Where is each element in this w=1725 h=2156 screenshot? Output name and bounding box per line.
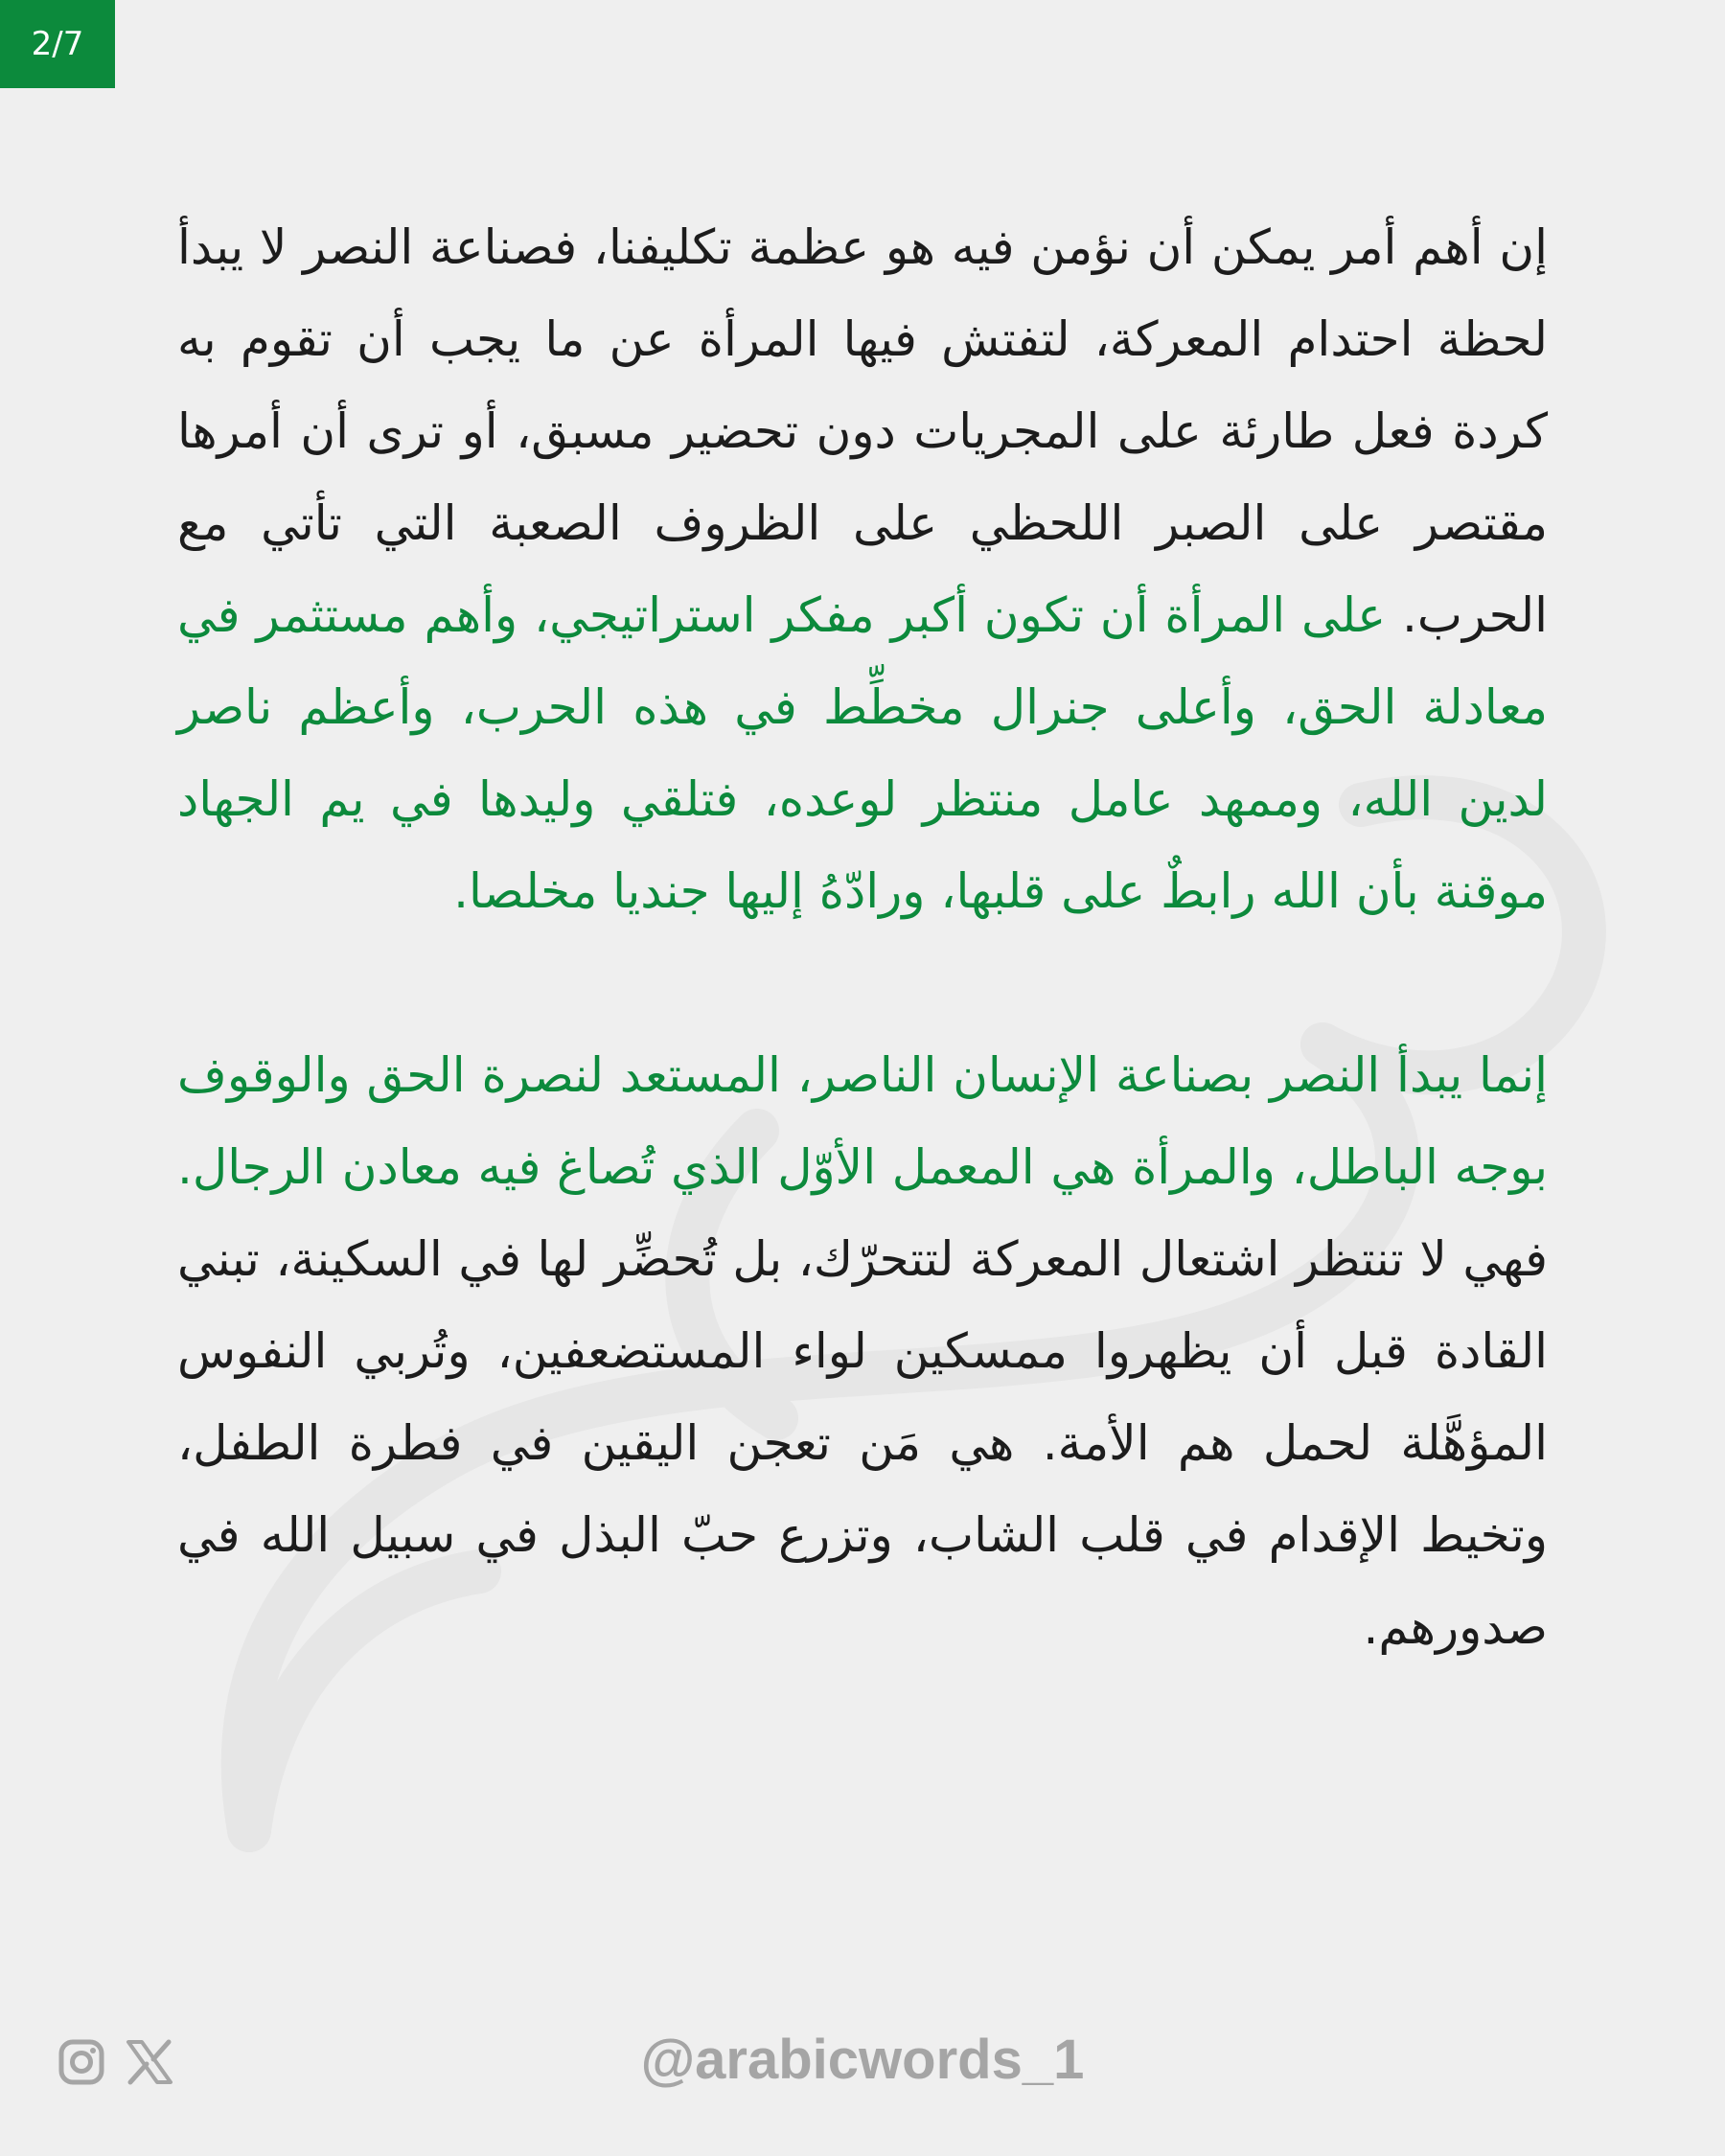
page-indicator-badge: [0, 0, 115, 88]
paragraph-2-text: فهي لا تنتظر اشتعال المعركة لتتحرّك، بل تُحضِّر لها في السكينة، تبني القادة قبل أن يظهروا ممسكين لواء المستضعفين، وتُربي النفوس المؤهَّلة لحمل هم الأمة. هي مَن تعجن اليقين في فطرة الطفل، وتخيط الإقدام في قلب الشاب، وتزرع حبّ البذل في سبيل الله في صدورهم.: [177, 1231, 1548, 1655]
paragraph-1: [177, 201, 1548, 937]
page-indicator-text: 2/7: [31, 25, 84, 63]
account-handle: @arabicwords_1: [640, 2029, 1085, 2091]
paragraph-2: [177, 1029, 1548, 1673]
article-body: [177, 201, 1548, 1673]
paragraph-1-highlight: على المرأة أن تكون أكبر مفكر استراتيجي، وأهم مستثمر في معادلة الحق، وأعلى جنرال مخطِّط في هذه الحرب، وأعظم ناصر لدين الله، وممهد عامل منتظر لوعده، فتلقي وليدها في يم الجهاد موقنة بأن الله رابطٌ على قلبها، ورادّهُ إليها جنديا مخلصا.: [177, 587, 1548, 919]
footer: [0, 2017, 1725, 2103]
paragraph-1-text: إن أهم أمر يمكن أن نؤمن فيه هو عظمة تكليفنا، فصناعة النصر لا يبدأ لحظة احتدام المعركة، لتفتش فيها المرأة عن ما يجب أن تقوم به كردة فعل طارئة على المجريات دون تحضير مسبق، أو ترى أن أمرها مقتصر على الصبر اللحظي على الظروف الصعبة التي تأتي مع الحرب.: [177, 219, 1548, 643]
paragraph-2-highlight: إنما يبدأ النصر بصناعة الإنسان الناصر، المستعد لنصرة الحق والوقوف بوجه الباطل، والمرأة هي المعمل الأوّل الذي تُصاغ فيه معادن الرجال.: [177, 1047, 1548, 1195]
